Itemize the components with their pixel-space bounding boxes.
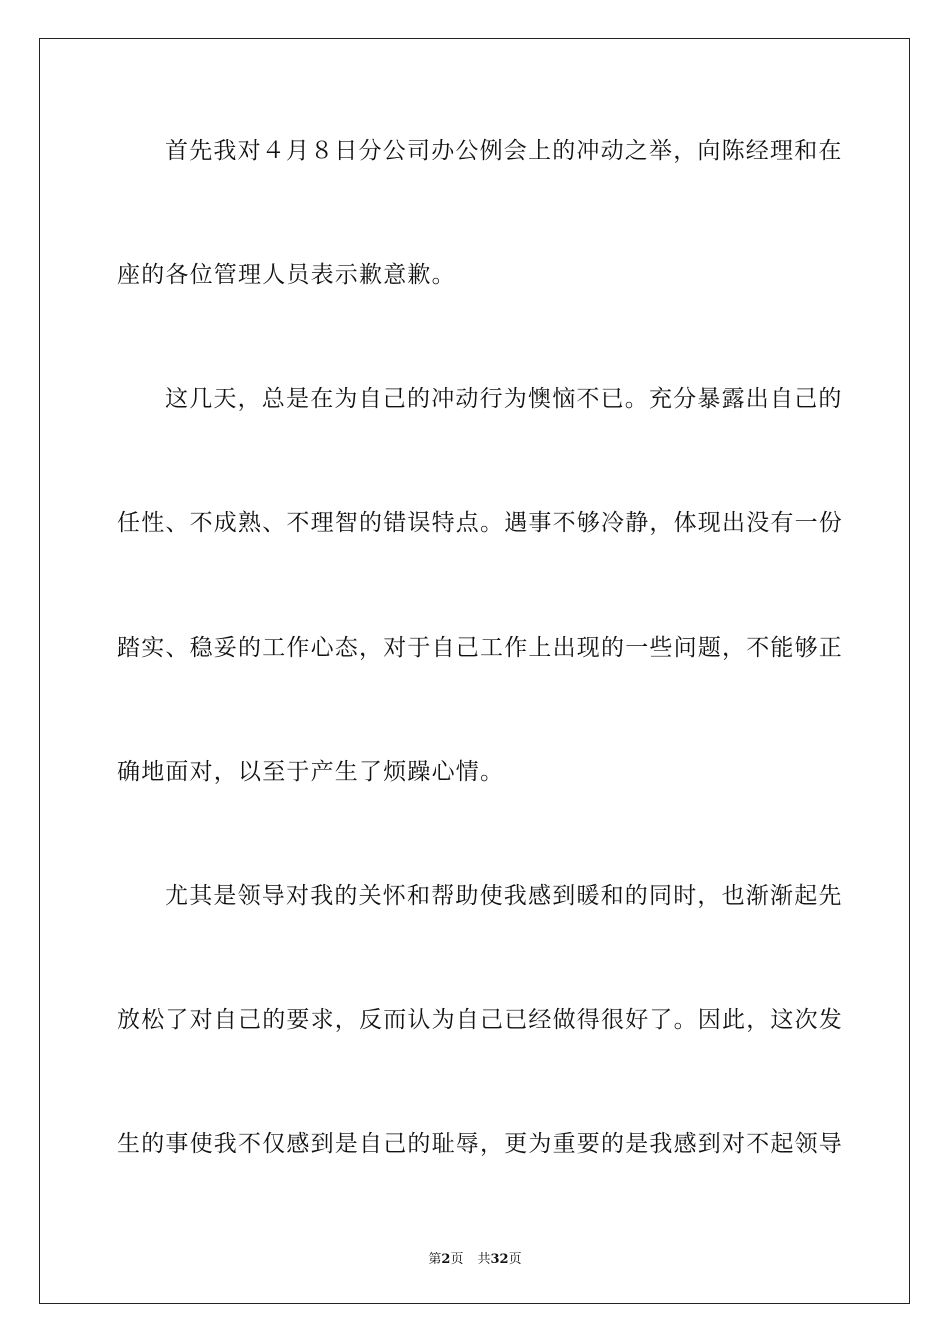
- page-footer: [0, 1248, 950, 1267]
- total-prefix: 共: [477, 1252, 491, 1267]
- paragraph-2-line-2: 任性、不成熟、不理智的错误特点。遇事不够冷静，体现出没有一份: [117, 510, 843, 536]
- total-pages: 32: [490, 1252, 509, 1267]
- paragraph-3-line-3: 生的事使我不仅感到是自己的耻辱，更为重要的是我感到对不起领导: [117, 1131, 843, 1157]
- paragraph-2-line-4: 确地面对，以至于产生了烦躁心情。: [117, 759, 505, 785]
- paragraph-3-line-2: 放松了对自己的要求，反而认为自己已经做得很好了。因此，这次发: [117, 1007, 843, 1033]
- paragraph-2-line-1: 这几天，总是在为自己的冲动行为懊恼不已。充分暴露出自己的: [165, 386, 843, 412]
- paragraph-1-line-2: 座的各位管理人员表示歉意歉。: [117, 262, 456, 288]
- total-suffix: 页: [508, 1252, 522, 1267]
- page-suffix: 页: [450, 1252, 464, 1267]
- paragraph-2-line-3: 踏实、稳妥的工作心态，对于自己工作上出现的一些问题，不能够正: [117, 635, 843, 661]
- paragraph-3-line-1: 尤其是领导对我的关怀和帮助使我感到暖和的同时，也渐渐起先: [165, 883, 843, 909]
- page-prefix: 第: [428, 1252, 442, 1267]
- paragraph-1-line-1: 首先我对４月８日分公司办公例会上的冲动之举，向陈经理和在: [165, 138, 843, 164]
- page-number: 2: [441, 1252, 451, 1267]
- page-border: [39, 38, 910, 1304]
